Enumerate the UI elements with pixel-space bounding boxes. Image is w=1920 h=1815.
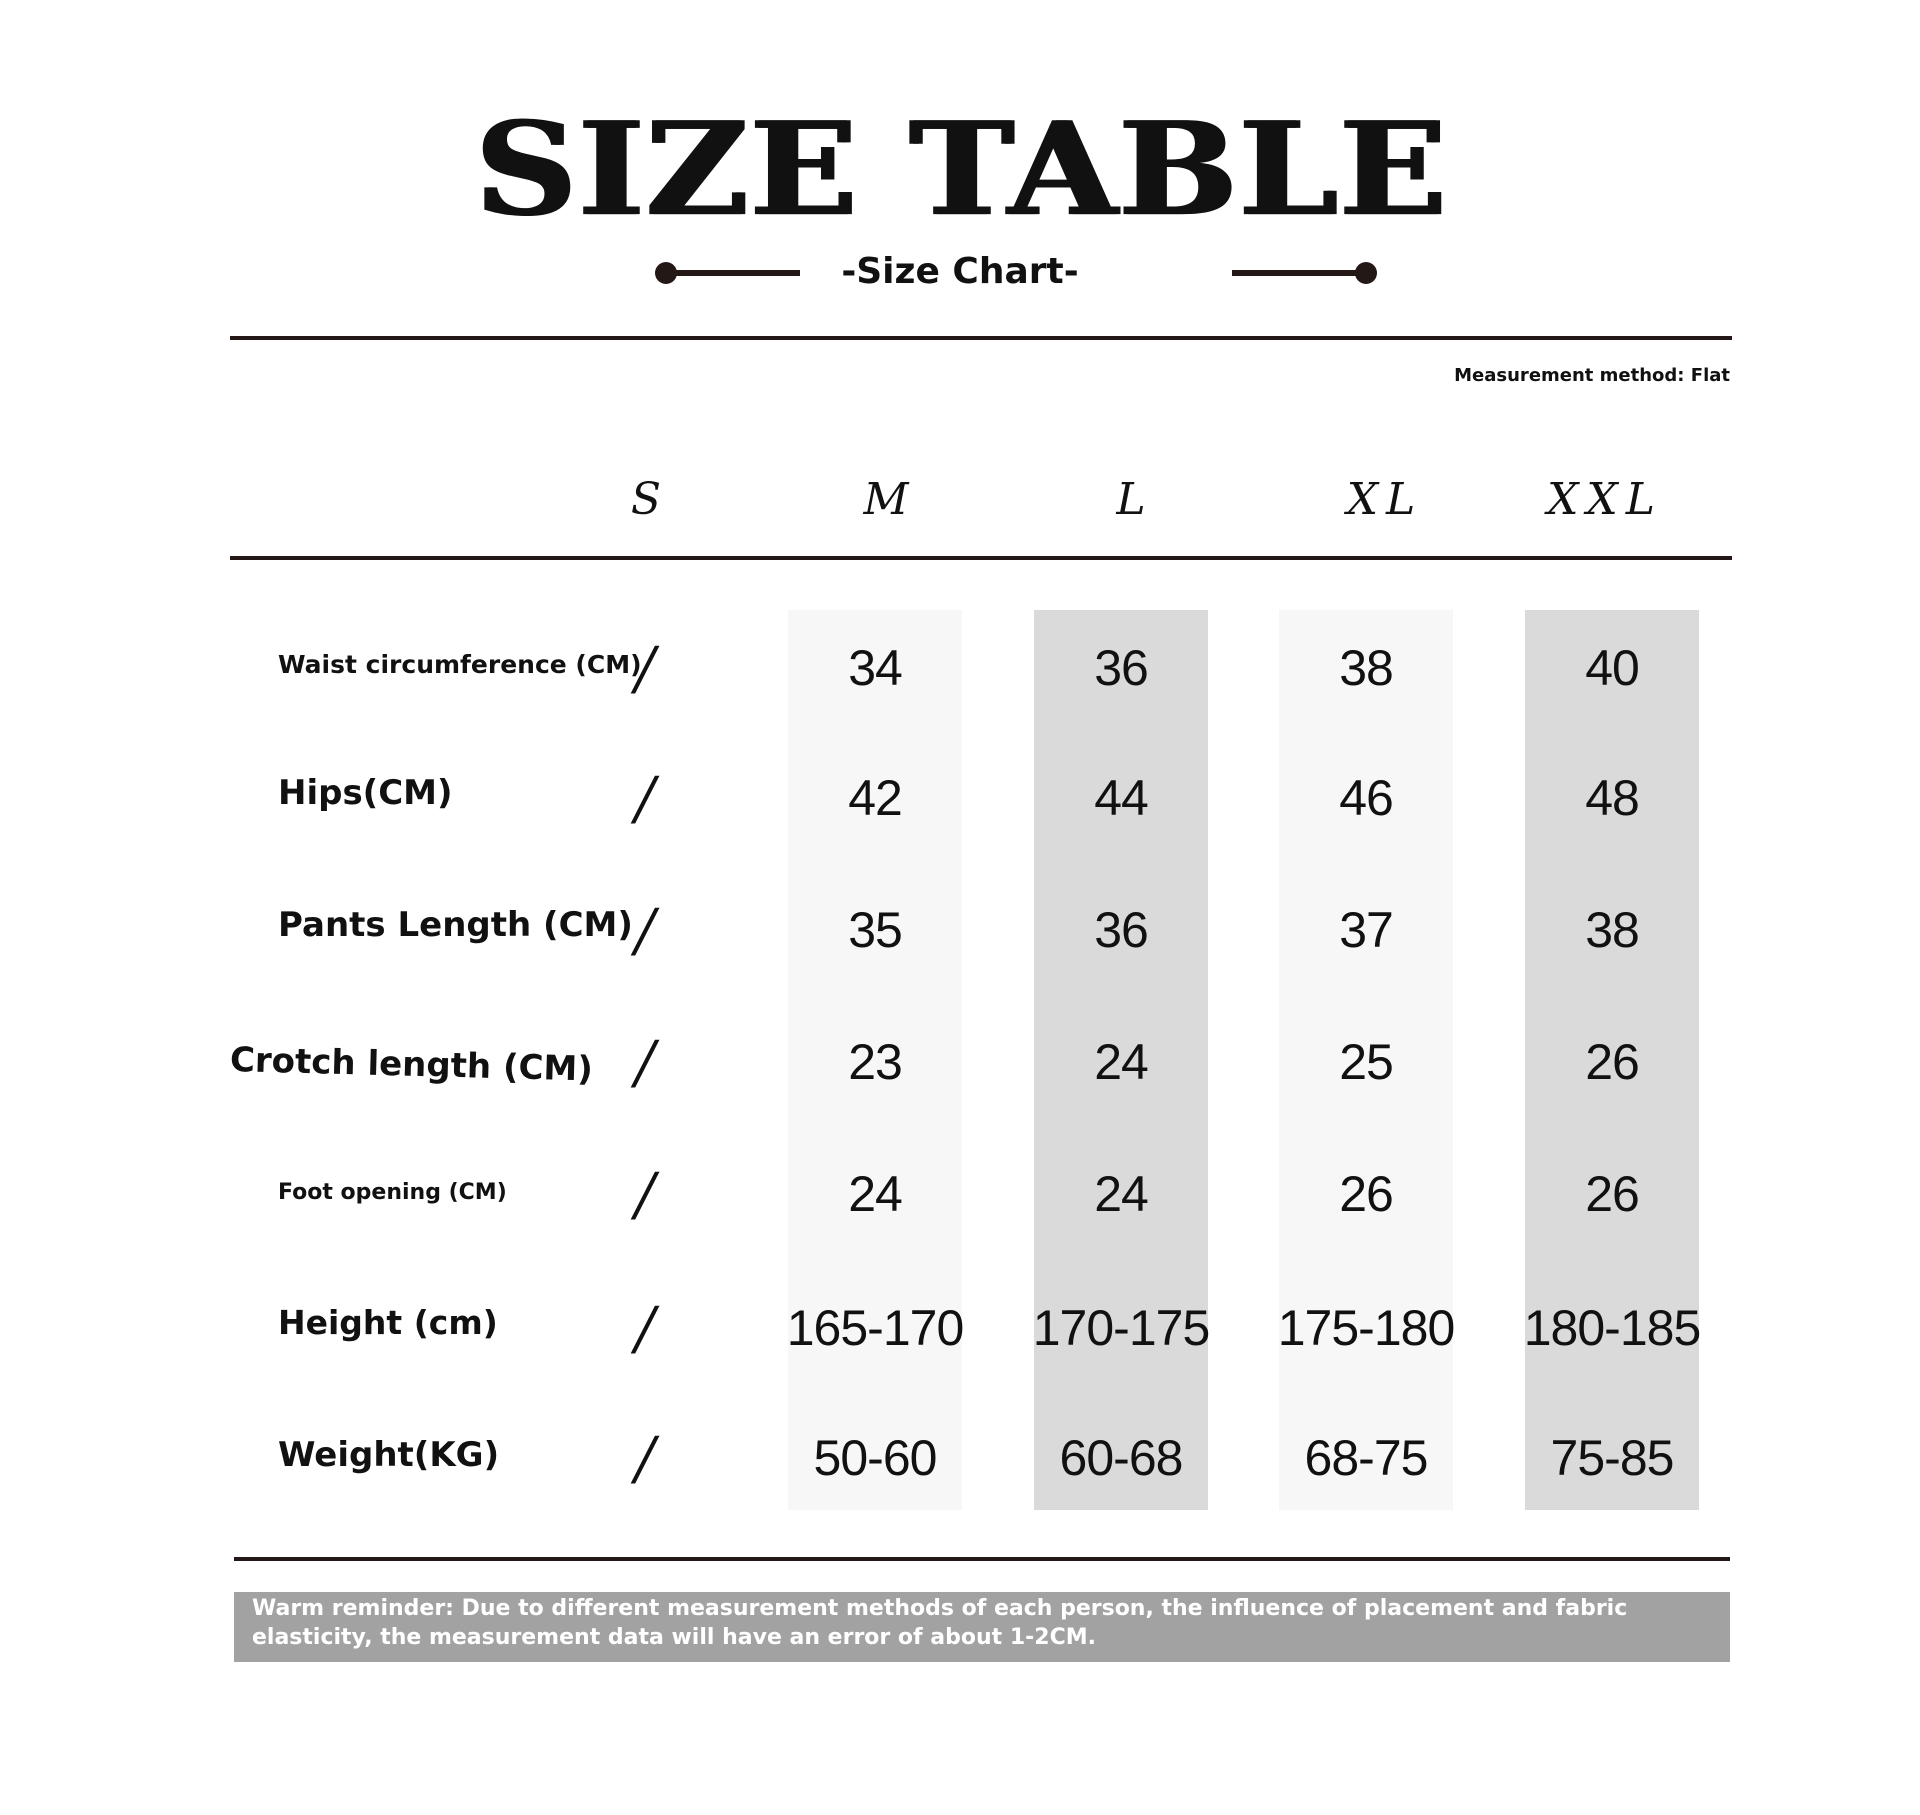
row-label-crotch-length: Crotch length (CM) (229, 1040, 594, 1090)
measurement-method-note: Measurement method: Flat (1454, 365, 1730, 386)
table-cell: 42 (848, 770, 902, 826)
table-cell: 38 (1585, 902, 1639, 958)
row-label-height: Height (cm) (278, 1303, 498, 1342)
table-cell-s-waist: / (635, 634, 655, 702)
decorative-dot-right (1355, 262, 1377, 284)
table-cell: 175-180 (1277, 1300, 1455, 1356)
table-cell: 24 (1094, 1034, 1148, 1090)
size-header-m: M (863, 474, 917, 525)
table-cell: 38 (1339, 640, 1393, 696)
decorative-line-right (1232, 270, 1367, 276)
row-label-weight: Weight(KG) (278, 1435, 500, 1475)
page-title: SIZE TABLE (473, 94, 1447, 246)
table-cell: 36 (1094, 640, 1148, 696)
table-cell: 34 (848, 640, 902, 696)
row-label-foot-opening: Foot opening (CM) (278, 1180, 507, 1205)
header-divider (230, 556, 1732, 560)
table-cell: 50-60 (813, 1430, 937, 1486)
table-cell: 24 (1094, 1166, 1148, 1222)
size-header-xxl: XXL (1547, 474, 1663, 525)
table-cell: 46 (1339, 770, 1393, 826)
table-cell: 36 (1094, 902, 1148, 958)
table-cell: 40 (1585, 640, 1639, 696)
table-cell-s-weight: / (635, 1424, 655, 1492)
table-cell: 60-68 (1059, 1430, 1183, 1486)
row-label-pants-length: Pants Length (CM) (278, 905, 633, 945)
table-cell: 48 (1585, 770, 1639, 826)
table-cell: 44 (1094, 770, 1148, 826)
warm-reminder-text: Warm reminder: Due to different measurement methods of each person, the influence of placement and fabric elasticity, the measurement data will have an error of about 1-2CM. (252, 1596, 1628, 1650)
table-cell: 68-75 (1304, 1430, 1428, 1486)
row-label-waist: Waist circumference (CM) (278, 650, 642, 679)
table-cell-s-hips: / (635, 764, 655, 832)
table-cell-s-pants-length: / (635, 896, 655, 964)
page-subtitle: -Size Chart- (841, 251, 1079, 292)
table-cell: 165-170 (786, 1300, 964, 1356)
table-cell: 23 (848, 1034, 902, 1090)
table-cell: 37 (1339, 902, 1393, 958)
table-cell: 24 (848, 1166, 902, 1222)
table-cell: 26 (1585, 1034, 1639, 1090)
table-cell: 170-175 (1032, 1300, 1210, 1356)
top-divider (230, 336, 1732, 340)
table-cell: 25 (1339, 1034, 1393, 1090)
table-cell-s-height: / (635, 1294, 655, 1362)
bottom-divider (234, 1557, 1730, 1561)
size-header-xl: XL (1346, 474, 1424, 525)
size-header-l: L (1116, 474, 1154, 525)
table-cell: 75-85 (1550, 1430, 1674, 1486)
table-cell: 35 (848, 902, 902, 958)
size-header-s: S (630, 474, 670, 525)
table-cell: 26 (1339, 1166, 1393, 1222)
table-cell-s-foot-opening: / (635, 1160, 655, 1228)
table-cell: 180-185 (1523, 1300, 1701, 1356)
row-label-hips: Hips(CM) (278, 773, 453, 813)
warm-reminder-box (234, 1592, 1730, 1662)
table-cell-s-crotch-length: / (635, 1028, 655, 1096)
table-cell: 26 (1585, 1166, 1639, 1222)
